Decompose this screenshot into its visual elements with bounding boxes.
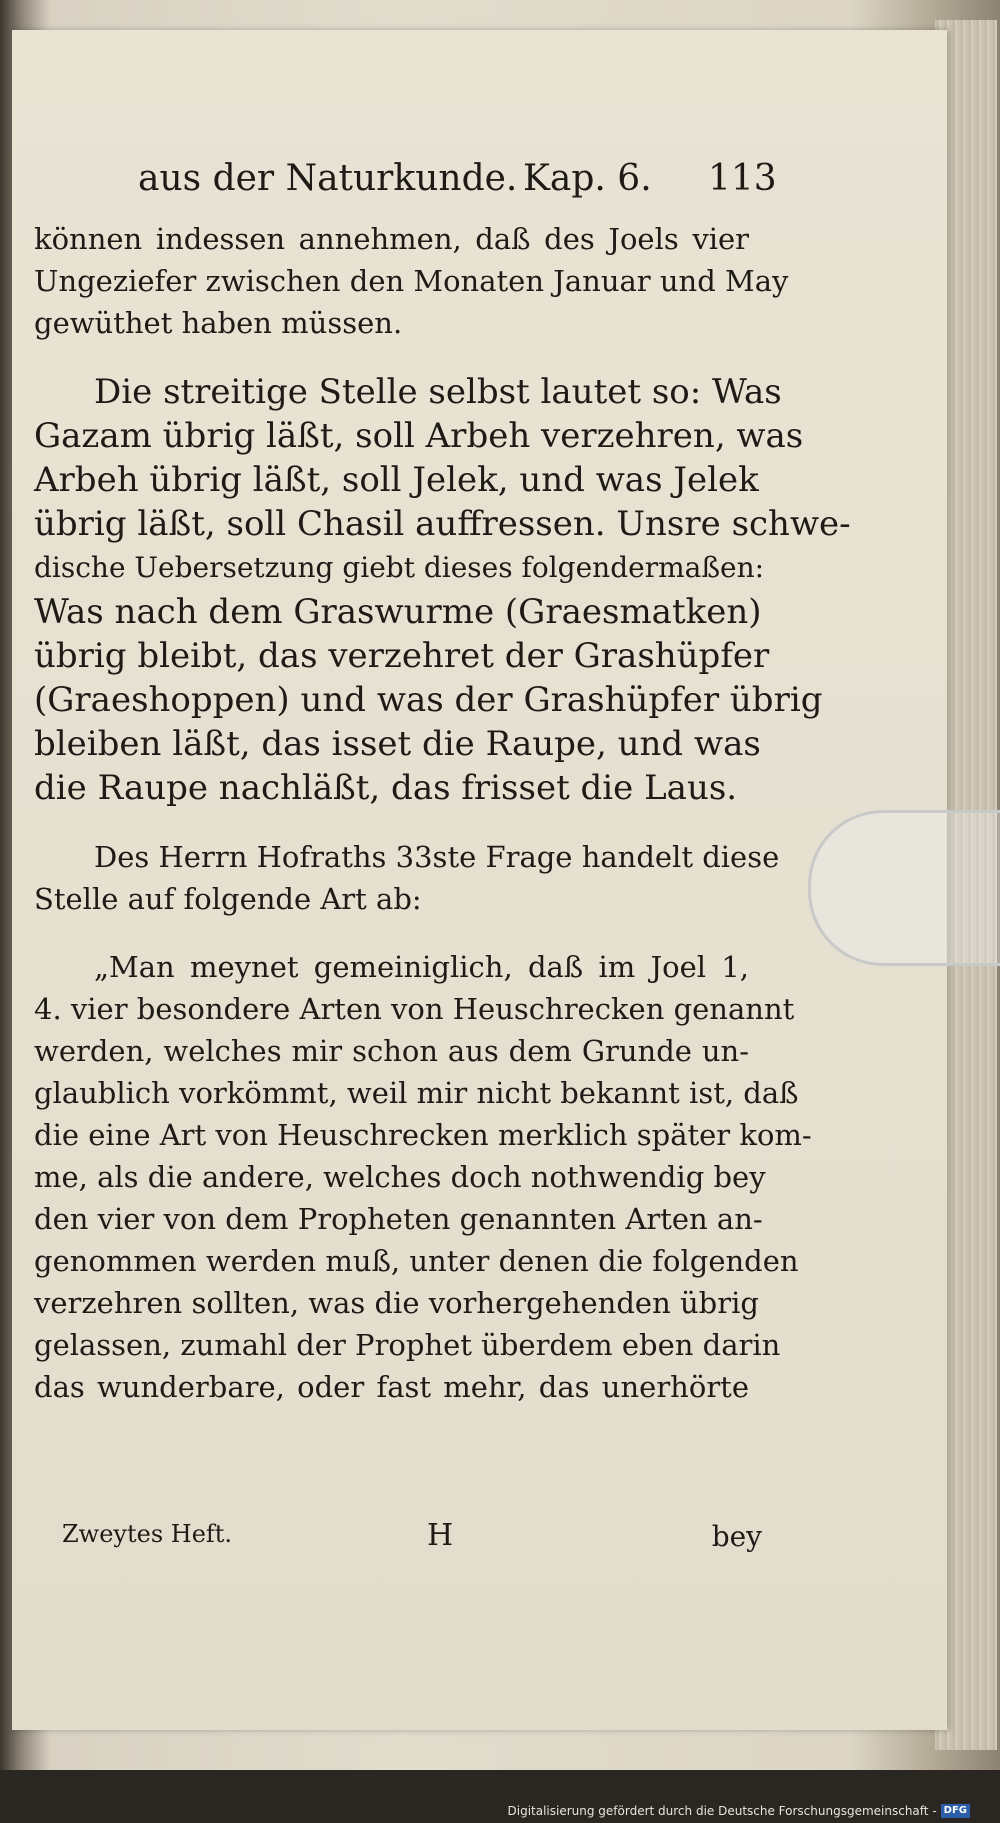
- plastic-clip: [808, 810, 1000, 966]
- page-number: 113: [708, 158, 777, 199]
- text-line: glaublich vorkömmt, weil mir nicht bekannt ist, daß: [34, 1076, 799, 1110]
- text-line: das wunderbare, oder fast mehr, das unerhörte: [34, 1370, 749, 1404]
- text-line: Stelle auf folgende Art ab:: [34, 882, 422, 916]
- credit-text: Digitalisierung gefördert durch die Deutsche Forschungsgemeinschaft -: [507, 1804, 937, 1818]
- text-line: den vier von dem Propheten genannten Arten an-: [34, 1202, 763, 1236]
- text-line: übrig läßt, soll Chasil auffressen. Unsre schwe-: [34, 504, 851, 544]
- signature-mark: H: [427, 1518, 454, 1553]
- signature-line: Zweytes Heft.: [62, 1520, 233, 1548]
- chapter-label: Kap. 6.: [523, 158, 652, 199]
- running-title: aus der Naturkunde.: [138, 158, 518, 199]
- text-line: Arbeh übrig läßt, soll Jelek, und was Jelek: [34, 460, 759, 500]
- text-line: (Graeshoppen) und was der Grashüpfer übrig: [34, 680, 823, 720]
- dfg-logo: DFG: [941, 1804, 970, 1818]
- text-line: bleiben läßt, das isset die Raupe, und was: [34, 724, 761, 764]
- text-line: übrig bleibt, das verzehret der Grashüpfer: [34, 636, 770, 676]
- text-line: 4. vier besondere Arten von Heuschrecken genannt: [34, 992, 795, 1026]
- text-line: verzehren sollten, was die vorhergehenden übrig: [34, 1286, 759, 1320]
- catchword: bey: [711, 1520, 762, 1553]
- paragraph-4: [34, 946, 812, 1408]
- text-line: Des Herrn Hofraths 33ste Frage handelt diese: [94, 840, 780, 874]
- text-line: me, als die andere, welches doch nothwendig bey: [34, 1160, 766, 1194]
- page-footer: [62, 1518, 762, 1560]
- text-line: die Raupe nachläßt, das frisset die Laus.: [34, 768, 738, 808]
- paragraph-2: [34, 370, 851, 810]
- text-line: Die streitige Stelle selbst lautet so: Was: [94, 372, 782, 412]
- text-line: werden, welches mir schon aus dem Grunde un-: [34, 1034, 749, 1068]
- text-line: gewüthet haben müssen.: [34, 306, 403, 340]
- body-text: [34, 218, 851, 1408]
- text-line: dische Uebersetzung giebt dieses folgendermaßen:: [34, 551, 765, 584]
- text-line: gelassen, zumahl der Prophet überdem eben darin: [34, 1328, 781, 1362]
- text-line: Gazam übrig läßt, soll Arbeh verzehren, was: [34, 416, 804, 456]
- page-header: [138, 158, 777, 214]
- text-line: Was nach dem Graswurme (Graesmatken): [34, 592, 762, 632]
- text-line: Ungeziefer zwischen den Monaten Januar und May: [34, 264, 789, 298]
- paragraph-1: [34, 218, 789, 344]
- digitization-credit: [508, 1804, 971, 1818]
- text-line: die eine Art von Heuschrecken merklich später kom-: [34, 1118, 812, 1152]
- text-line: „Man meynet gemeiniglich, daß im Joel 1,: [94, 950, 749, 984]
- text-line: genommen werden muß, unter denen die folgenden: [34, 1244, 799, 1278]
- text-line: können indessen annehmen, daß des Joels vier: [34, 222, 749, 256]
- paragraph-3: [34, 836, 780, 920]
- book-page: [12, 30, 947, 1730]
